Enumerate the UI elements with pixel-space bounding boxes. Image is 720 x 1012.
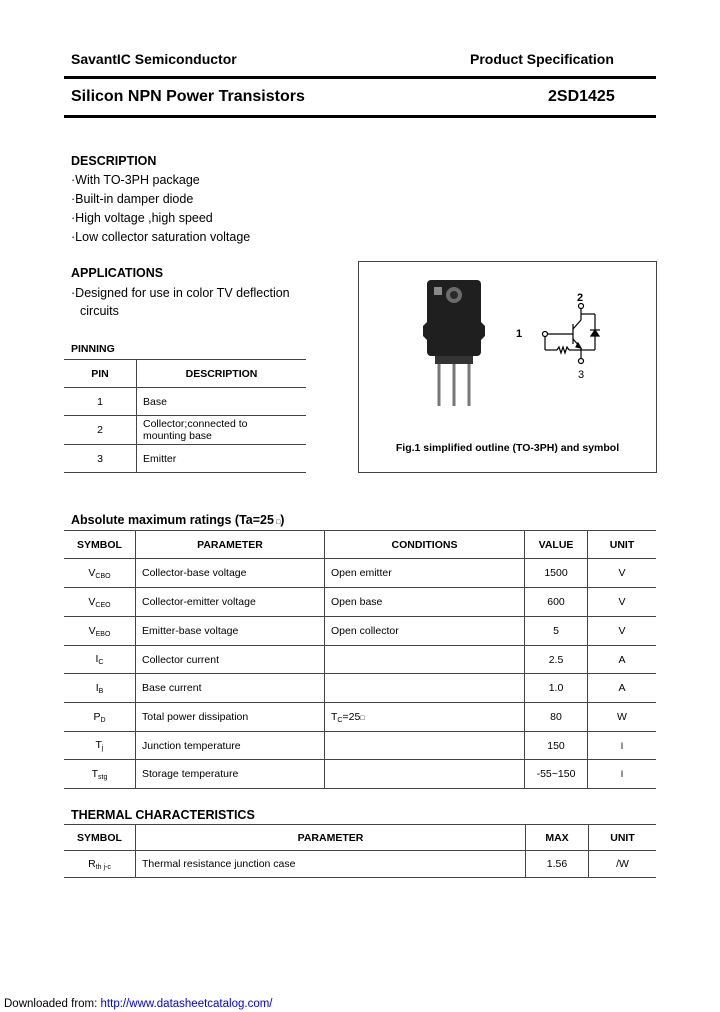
feature-item: ·High voltage ,high speed bbox=[71, 211, 213, 225]
conditions-cell bbox=[325, 674, 525, 703]
part-number: 2SD1425 bbox=[548, 88, 615, 105]
column-header: UNIT bbox=[588, 531, 657, 559]
thermal-table bbox=[64, 824, 656, 878]
column-header: PIN bbox=[64, 360, 137, 388]
ratings-table bbox=[64, 530, 656, 789]
symbol-cell: $T_j$ bbox=[64, 732, 136, 760]
application-line: ·Designed for use in color TV deflection bbox=[71, 286, 290, 300]
unit-cell: V bbox=[588, 617, 657, 646]
symbol-cell: $I_C$ bbox=[64, 646, 136, 674]
column-header: UNIT bbox=[589, 825, 657, 851]
footer-prefix: Downloaded from: bbox=[4, 998, 101, 1010]
parameter-cell: Thermal resistance junction case bbox=[136, 851, 526, 878]
product-line: Silicon NPN Power Transistors bbox=[71, 88, 305, 105]
value-cell: 5 bbox=[525, 617, 588, 646]
table-row bbox=[64, 559, 656, 588]
pin-number: 3 bbox=[64, 445, 137, 473]
npn-transistor-symbol bbox=[543, 304, 601, 364]
pin-description: Base bbox=[137, 388, 307, 416]
pin-label-1: 1 bbox=[516, 328, 523, 340]
table-header-row bbox=[64, 531, 656, 559]
parameter-cell: Base current bbox=[136, 674, 325, 703]
parameter-cell: Collector-emitter voltage bbox=[136, 588, 325, 617]
conditions-cell bbox=[325, 760, 525, 789]
value-cell: 2.5 bbox=[525, 646, 588, 674]
parameter-cell: Emitter-base voltage bbox=[136, 617, 325, 646]
company-name: SavantIC Semiconductor bbox=[71, 51, 237, 67]
description-title: DESCRIPTION bbox=[71, 154, 157, 168]
table-row bbox=[64, 588, 656, 617]
unit-cell: I bbox=[588, 732, 657, 760]
unit-cell: V bbox=[588, 559, 657, 588]
application-line: circuits bbox=[80, 304, 119, 318]
table-row bbox=[64, 732, 656, 760]
parameter-cell: Total power dissipation bbox=[136, 703, 325, 732]
value-cell: 1.0 bbox=[525, 674, 588, 703]
conditions-cell: Open emitter bbox=[325, 559, 525, 588]
value-cell: 80 bbox=[525, 703, 588, 732]
table-row bbox=[64, 646, 656, 674]
column-header: DESCRIPTION bbox=[137, 360, 307, 388]
degree-symbol-placeholder: □ bbox=[275, 519, 281, 526]
table-header-row bbox=[64, 360, 306, 388]
figure-box bbox=[358, 261, 657, 473]
thermal-title: THERMAL CHARACTERISTICS bbox=[71, 808, 255, 822]
applications-title: APPLICATIONS bbox=[71, 266, 164, 280]
feature-item: ·Low collector saturation voltage bbox=[71, 230, 251, 244]
column-header: MAX bbox=[526, 825, 589, 851]
value-cell: 1500 bbox=[525, 559, 588, 588]
value-cell: 150 bbox=[525, 732, 588, 760]
pin-number: 2 bbox=[64, 416, 137, 445]
table-row bbox=[64, 703, 656, 732]
column-header: PARAMETER bbox=[136, 531, 325, 559]
symbol-cell: $V_{EBO}$ bbox=[64, 617, 136, 646]
conditions-cell bbox=[325, 732, 525, 760]
table-row bbox=[64, 851, 656, 878]
value-cell: -55~150 bbox=[525, 760, 588, 789]
table-row bbox=[64, 445, 306, 473]
symbol-cell: $R_{th j-c}$ bbox=[64, 851, 136, 878]
feature-item: ·With TO-3PH package bbox=[71, 173, 200, 187]
pinning-title: PINNING bbox=[71, 343, 115, 355]
feature-item: ·Built-in damper diode bbox=[71, 192, 194, 206]
pin-description-line: Collector;connected to bbox=[143, 418, 248, 430]
symbol-cell: $T_{stg}$ bbox=[64, 760, 136, 789]
parameter-cell: Junction temperature bbox=[136, 732, 325, 760]
table-header-row bbox=[64, 825, 656, 851]
to3ph-package bbox=[423, 280, 485, 406]
column-header: VALUE bbox=[525, 531, 588, 559]
unit-cell: I bbox=[588, 760, 657, 789]
symbol-cell: $P_D$ bbox=[64, 703, 136, 732]
pin-description-line: mounting base bbox=[143, 430, 212, 442]
column-header: CONDITIONS bbox=[325, 531, 525, 559]
table-row bbox=[64, 416, 306, 445]
conditions-cell: Open base bbox=[325, 588, 525, 617]
symbol-cell: $V_{CEO}$ bbox=[64, 588, 136, 617]
symbol-cell: $I_B$ bbox=[64, 674, 136, 703]
parameter-cell: Collector current bbox=[136, 646, 325, 674]
footer-link[interactable]: http://www.datasheetcatalog.com/ bbox=[100, 998, 273, 1010]
footer bbox=[4, 998, 273, 1010]
pin-description bbox=[137, 416, 307, 445]
pin-label-2: 2 bbox=[577, 292, 584, 304]
conditions-cell: $T_C=25□$ bbox=[325, 703, 525, 732]
parameter-cell: Collector-base voltage bbox=[136, 559, 325, 588]
ratings-title bbox=[71, 513, 284, 527]
pin-description: Emitter bbox=[137, 445, 307, 473]
column-header: PARAMETER bbox=[136, 825, 526, 851]
table-row bbox=[64, 388, 306, 416]
pin-label-3: 3 bbox=[578, 369, 585, 381]
unit-cell: /W bbox=[589, 851, 657, 878]
column-header: SYMBOL bbox=[64, 825, 136, 851]
max-cell: 1.56 bbox=[526, 851, 589, 878]
unit-cell: A bbox=[588, 674, 657, 703]
package-outline-drawing bbox=[359, 262, 656, 472]
value-cell: 600 bbox=[525, 588, 588, 617]
figure-caption: Fig.1 simplified outline (TO-3PH) and symbol bbox=[395, 442, 620, 454]
parameter-cell: Storage temperature bbox=[136, 760, 325, 789]
table-row bbox=[64, 617, 656, 646]
header-rule-top bbox=[64, 76, 656, 79]
header-rule-bottom bbox=[64, 115, 656, 118]
unit-cell: A bbox=[588, 646, 657, 674]
doc-type: Product Specification bbox=[470, 51, 614, 67]
unit-cell: V bbox=[588, 588, 657, 617]
column-header: SYMBOL bbox=[64, 531, 136, 559]
conditions-cell bbox=[325, 646, 525, 674]
pinning-table bbox=[64, 359, 306, 473]
symbol-cell: $V_{CBO}$ bbox=[64, 559, 136, 588]
ratings-title-text: Absolute maximum ratings (Ta=25 bbox=[71, 513, 274, 527]
ratings-title-suffix: ) bbox=[280, 513, 285, 527]
unit-cell: W bbox=[588, 703, 657, 732]
pin-number: 1 bbox=[64, 388, 137, 416]
table-row bbox=[64, 760, 656, 789]
conditions-cell: Open collector bbox=[325, 617, 525, 646]
table-row bbox=[64, 674, 656, 703]
